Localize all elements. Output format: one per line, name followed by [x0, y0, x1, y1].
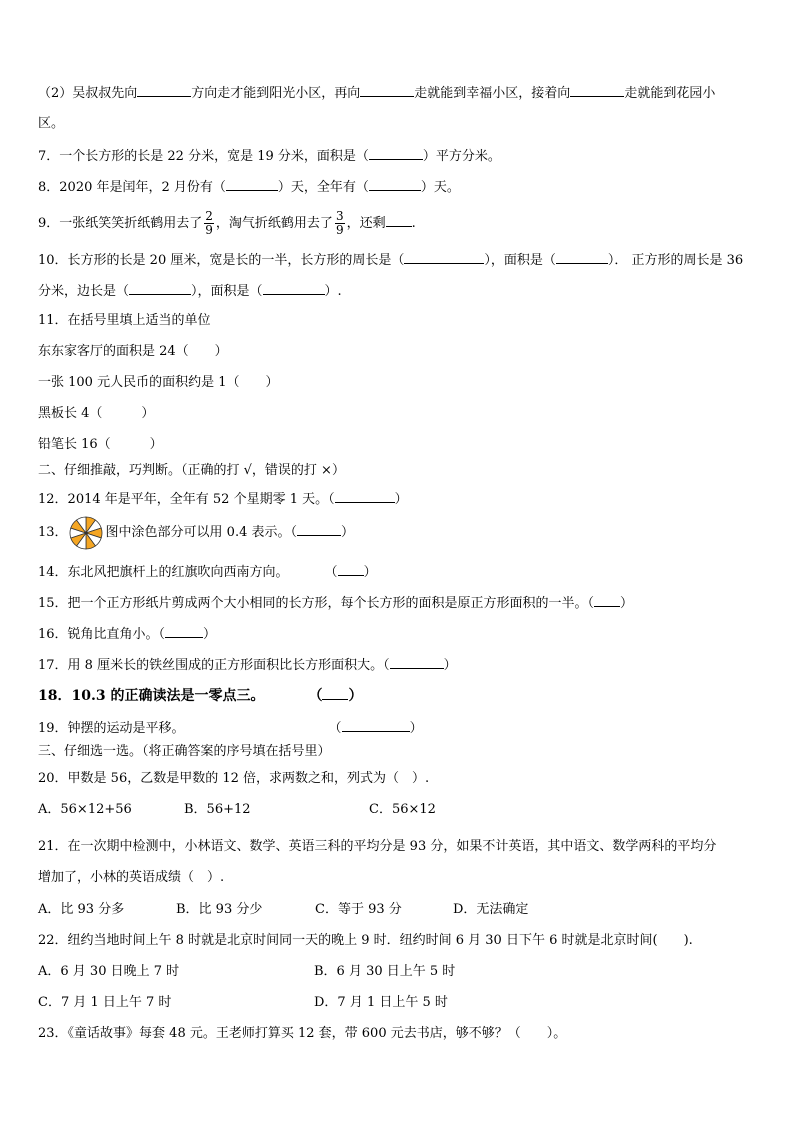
- question-12: 12．2014 年是平年，全年有 52 个星期零 1 天。（ ）: [38, 488, 764, 508]
- answer-blank[interactable]: [369, 176, 421, 191]
- question-11-item: 铅笔长 16（ ）: [38, 437, 163, 452]
- question-21-stem: 21．在一次期中检测中，小林语文、数学、英语三科的平均分是 93 分，如果不计英语，其中语文、数学两科的平均分: [38, 839, 717, 854]
- answer-blank[interactable]: [335, 488, 395, 503]
- question-23-stem: 23．《童话故事》每套 48 元。王老师打算买 12 套，带 600 元去书店，够不够？（ ）。: [38, 1026, 567, 1041]
- pie-figure: [68, 515, 104, 551]
- option-a[interactable]: A．比 93 分多: [38, 902, 125, 917]
- answer-blank[interactable]: [263, 280, 325, 295]
- answer-blank[interactable]: [137, 82, 191, 97]
- question-8: 8．2020 年是闰年，2 月份有（ ）天，全年有（ ）天。: [38, 176, 764, 196]
- question-11-item: 一张 100 元人民币的面积约是 1（ ）: [38, 375, 279, 390]
- question-13: 13． 图中涂色部分可以用 0.4 表示。（ ）: [38, 514, 764, 552]
- question-11-title: 11．在括号里填上适当的单位: [38, 313, 211, 328]
- question-11-item: 黑板长 4（ ）: [38, 406, 155, 421]
- answer-blank[interactable]: [570, 82, 624, 97]
- question-9: 9．一张纸笑笑折纸鹤用去了 $\frac{2}{9}$ ，淘气折纸鹤用去了 $\frac{3}{9}$ ，还剩 .: [38, 209, 416, 237]
- answer-blank[interactable]: [165, 623, 203, 638]
- answer-blank[interactable]: [297, 521, 341, 536]
- answer-blank[interactable]: [390, 654, 444, 669]
- question-21-options: [38, 900, 764, 920]
- question-22-stem: 22．纽约当地时间上午 8 时就是北京时间同一天的晚上 9 时．纽约时间 6 月 30 日下午 6 时就是北京时间( ).: [38, 933, 693, 948]
- option-b[interactable]: B．6 月 30 日上午 5 时: [314, 964, 456, 979]
- answer-blank[interactable]: [386, 212, 412, 227]
- option-c[interactable]: C．等于 93 分: [315, 902, 402, 917]
- answer-blank[interactable]: [404, 249, 484, 264]
- answer-blank[interactable]: [129, 280, 191, 295]
- question-22-options-row2: [38, 993, 764, 1013]
- question-10-cont: 分米，边长是（ ），面积是（ ）.: [38, 280, 764, 300]
- answer-blank[interactable]: [360, 82, 414, 97]
- fraction: $\frac{2}{9}$: [205, 209, 213, 237]
- question-19: 19．钟摆的运动是平移。 （ ）: [38, 717, 764, 737]
- option-c[interactable]: C．7 月 1 日上午 7 时: [38, 995, 172, 1010]
- question-20-stem: 20．甲数是 56，乙数是甲数的 12 倍，求两数之和，列式为（ ）.: [38, 771, 430, 786]
- option-c[interactable]: C．56×12: [369, 802, 436, 817]
- q6-part2: （2）吴叔叔先向 方向走才能到阳光小区，再向 走就能到幸福小区，接着向 走就能到花园小: [38, 82, 764, 102]
- answer-blank[interactable]: [369, 145, 423, 160]
- question-10: 10．长方形的长是 20 厘米，宽是长的一半，长方形的周长是（ ），面积是（ ）． 正方形的周长是 36: [38, 249, 764, 269]
- option-b[interactable]: B．比 93 分少: [176, 902, 263, 917]
- answer-blank[interactable]: [594, 592, 620, 607]
- option-d[interactable]: D．无法确定: [453, 902, 529, 917]
- option-a[interactable]: A．56×12+56: [38, 802, 132, 817]
- answer-blank[interactable]: [342, 717, 410, 732]
- section-2-heading: 二、仔细推敲，巧判断。（正确的打 √，错误的打 ×）: [38, 463, 345, 478]
- option-a[interactable]: A．6 月 30 日晚上 7 时: [38, 964, 180, 979]
- option-d[interactable]: D．7 月 1 日上午 5 时: [314, 995, 448, 1010]
- question-15: 15．把一个正方形纸片剪成两个大小相同的长方形，每个长方形的面积是原正方形面积的一半。（ ）: [38, 592, 764, 612]
- answer-blank[interactable]: [322, 685, 348, 700]
- answer-blank[interactable]: [226, 176, 278, 191]
- question-7: 7．一个长方形的长是 22 分米，宽是 19 分米，面积是（ ）平方分米。: [38, 145, 764, 165]
- question-17: 17．用 8 厘米长的铁丝围成的正方形面积比长方形面积大。（ ）: [38, 654, 764, 674]
- option-b[interactable]: B．56+12: [184, 802, 251, 817]
- question-16: 16．锐角比直角小。（ ）: [38, 623, 764, 643]
- question-21-stem-cont: 增加了，小林的英语成绩（ ）.: [38, 870, 225, 885]
- question-20-options: [38, 800, 764, 820]
- answer-blank[interactable]: [556, 249, 608, 264]
- question-11-item: 东东家客厅的面积是 24（ ）: [38, 344, 228, 359]
- question-14: 14．东北风把旗杆上的红旗吹向西南方向。 （ ）: [38, 561, 764, 581]
- q6-part2-cont: 区。: [38, 116, 65, 131]
- fraction: $\frac{3}{9}$: [335, 209, 344, 237]
- section-3-heading: 三、仔细选一选。（将正确答案的序号填在括号里）: [38, 744, 331, 759]
- question-22-options-row1: [38, 962, 764, 982]
- answer-blank[interactable]: [338, 561, 364, 576]
- question-18: 18．10.3 的正确读法是一零点三。 （ ）: [38, 685, 764, 705]
